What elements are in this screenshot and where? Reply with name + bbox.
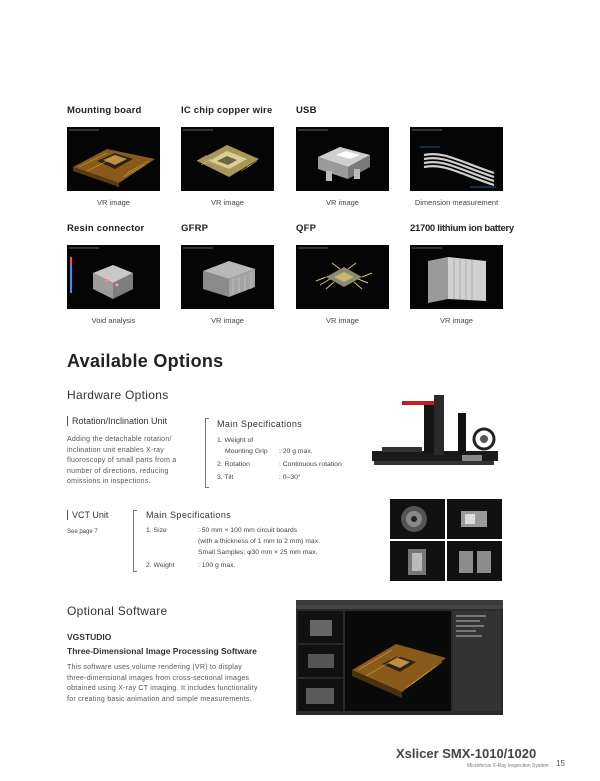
vct-image-top-left xyxy=(390,499,445,539)
vct-unit-title: VCT Unit xyxy=(67,510,108,520)
vgstudio-screenshot xyxy=(296,600,503,715)
battery-image xyxy=(410,245,503,309)
software-product-name: VGSTUDIO xyxy=(67,632,112,642)
vct-image-top-right xyxy=(447,499,502,539)
page-number: 15 xyxy=(556,759,565,768)
ic-chip-image xyxy=(181,127,274,191)
gallery-title-gfrp: GFRP xyxy=(181,223,209,234)
optional-software-heading: Optional Software xyxy=(67,604,168,618)
vct-unit-note: See page 7 xyxy=(67,529,98,535)
gallery-caption-resin-connector: Void analysis xyxy=(91,316,136,325)
resin-connector-image xyxy=(67,245,160,309)
gallery-title-qfp: QFP xyxy=(296,223,317,234)
gallery-title-ic-chip: IC chip copper wire xyxy=(181,105,273,116)
hardware-options-heading: Hardware Options xyxy=(67,388,169,402)
usb-image xyxy=(296,127,389,191)
footer-product-subtitle: Microfocus X-Ray Inspection System xyxy=(467,763,549,769)
footer-product-title: Xslicer SMX-1010/1020 xyxy=(396,746,537,761)
software-subtitle: Three-Dimensional Image Processing Software xyxy=(67,646,257,656)
software-description: This software uses volume rendering (VR) to display three-dimensional images from cross-sectional images obtained using X-ray CT imaging. It includes functionality for creating basic animation and simple measurements. xyxy=(67,664,258,703)
gallery-caption-usb: VR image xyxy=(326,198,359,207)
gfrp-image xyxy=(181,245,274,309)
vct-image-bottom-left xyxy=(390,541,445,581)
gallery-caption-qfp: VR image xyxy=(326,316,359,325)
rotation-spec-bracket xyxy=(205,418,209,488)
vct-spec-title: Main Specifications xyxy=(146,510,232,520)
gallery-title-resin-connector: Resin connector xyxy=(67,223,145,234)
gallery-title-mounting-board: Mounting board xyxy=(67,105,142,116)
rotation-unit-photo xyxy=(362,373,510,481)
mounting-board-image xyxy=(67,127,160,191)
rotation-unit-description: Adding the detachable rotation/ inclination unit enables X-ray fluoroscopy of small parts from a number of directions, reducing omissions in inspections. xyxy=(67,436,177,485)
vct-image-bottom-right xyxy=(447,541,502,581)
rotation-spec-list: 1. Weight of Mounting Grip : 20 g max. 2. Rotation : Continuous rotation 3. Tilt : 0–30° xyxy=(217,437,342,481)
gallery-title-battery: 21700 lithium ion battery xyxy=(410,223,514,234)
gallery-caption-gfrp: VR image xyxy=(211,316,244,325)
gallery-caption-ic-chip: VR image xyxy=(211,198,244,207)
gallery-caption-mounting-board: VR image xyxy=(97,198,130,207)
vct-spec-list: 1. Size : 50 mm × 100 mm circuit boards (with a thickness of 1 mm to 2 mm) max. Small Samples: φ30 mm × 25 mm max. 2. Weight : 100 g max. xyxy=(146,527,320,569)
available-options-heading: Available Options xyxy=(67,351,224,371)
gallery-caption-battery: VR image xyxy=(440,316,473,325)
qfp-image xyxy=(296,245,389,309)
vct-spec-bracket xyxy=(133,510,137,572)
gallery-title-usb: USB xyxy=(296,105,317,116)
gallery-caption-dimension: Dimension measurement xyxy=(414,198,499,207)
vct-image-grid xyxy=(390,499,502,581)
wire-image xyxy=(410,127,503,191)
rotation-spec-title: Main Specifications xyxy=(217,419,303,429)
rotation-unit-title: Rotation/Inclination Unit xyxy=(67,416,167,426)
